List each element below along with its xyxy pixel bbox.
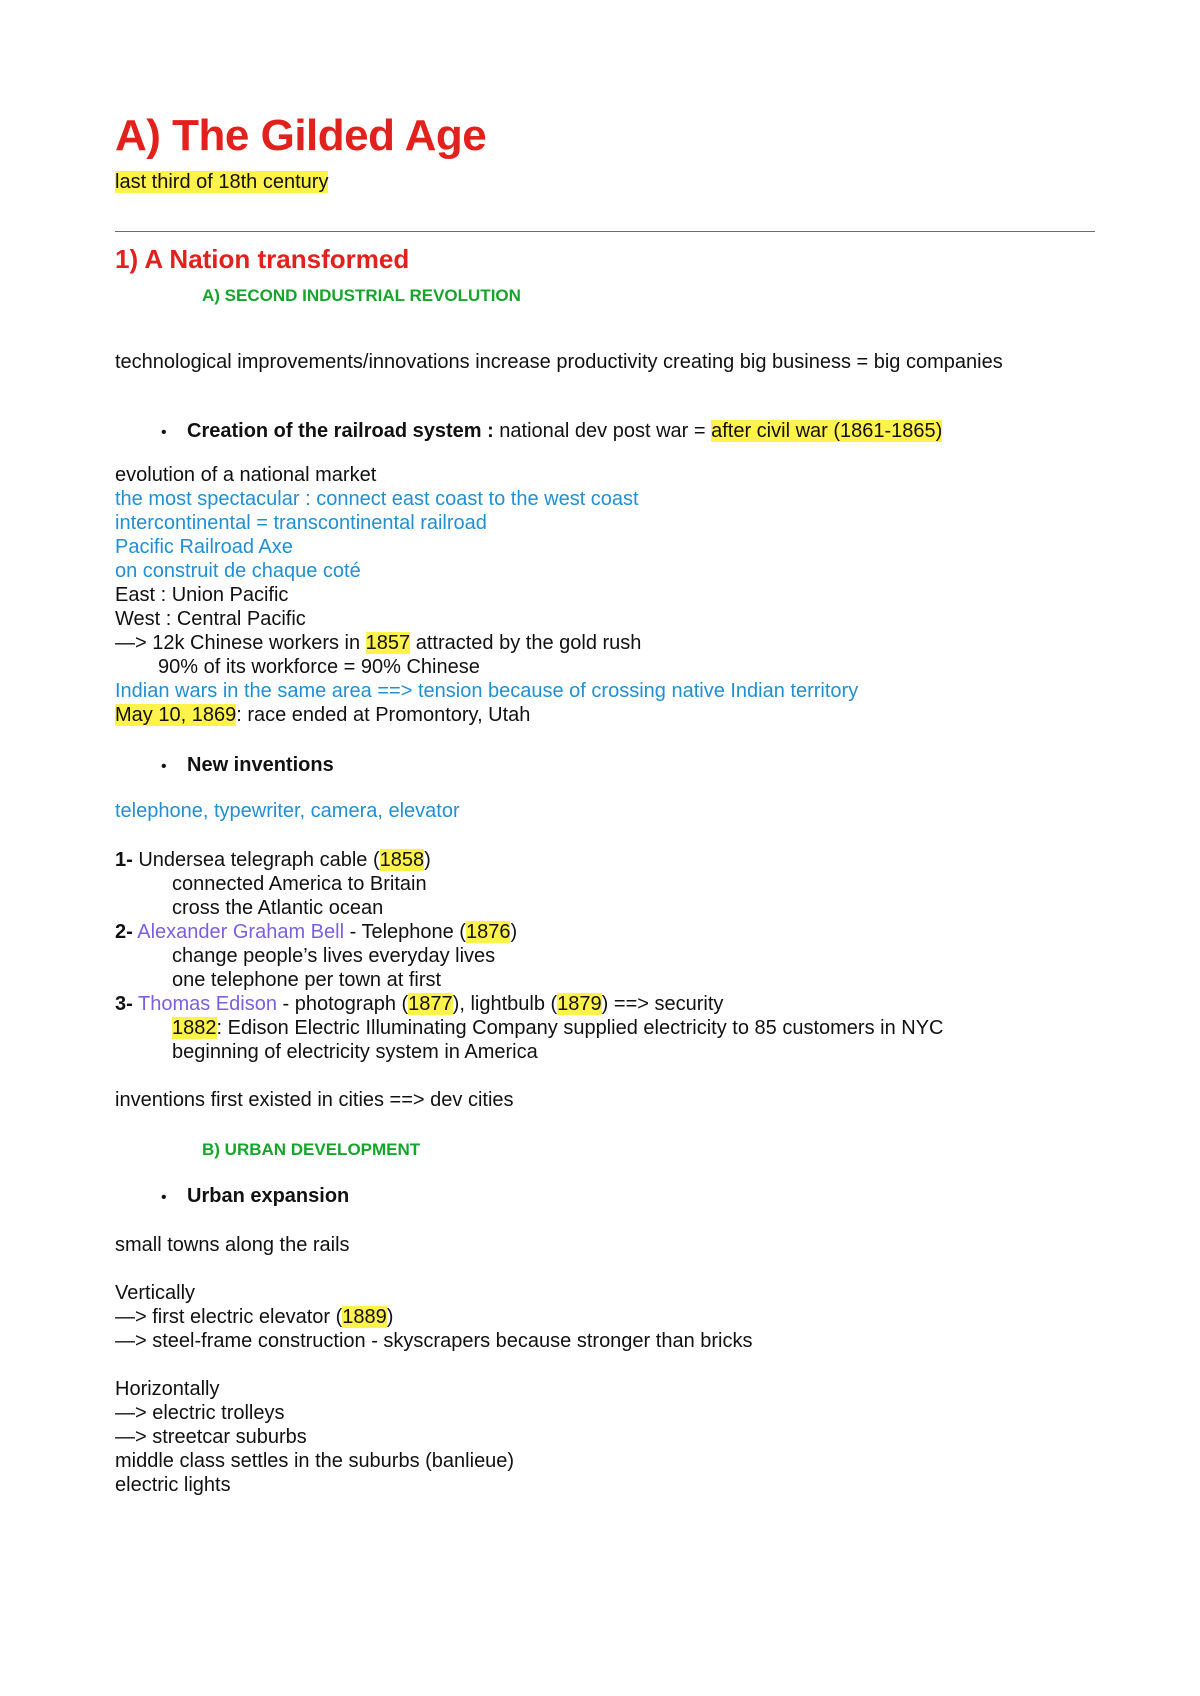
elevator-year-highlight: 1889: [342, 1306, 387, 1328]
bullet-new-inventions: [161, 753, 334, 779]
cities-line: inventions first existed in cities ==> dev cities: [115, 1089, 514, 1111]
chinese-post: attracted by the gold rush: [410, 632, 642, 654]
railroad-dates-highlight: after civil war (1861-1865): [711, 420, 943, 442]
workforce-line: 90% of its workforce = 90% Chinese: [158, 656, 480, 678]
promontory-text: : race ended at Promontory, Utah: [236, 704, 531, 726]
item3-sub-year-highlight: 1882: [172, 1017, 217, 1039]
item3-sub-line-1: [172, 1016, 943, 1040]
item1-pre: Undersea telegraph cable (: [132, 849, 380, 871]
spectacular-line: the most spectacular : connect east coast to the west coast: [115, 488, 639, 510]
item-number: 1-: [115, 849, 133, 871]
invention-item-2: [115, 920, 517, 944]
promontory-date-highlight: May 10, 1869: [115, 704, 237, 726]
inventor-name-edison: Thomas Edison: [138, 993, 277, 1015]
bullet-icon: •: [161, 758, 167, 775]
railroad-label: Creation of the railroad system :: [187, 420, 494, 442]
item1-year-highlight: 1858: [379, 849, 425, 871]
east-line: East : Union Pacific: [115, 584, 289, 606]
item2-sub-line-1: change people’s lives everyday lives: [172, 945, 496, 967]
item3-post: ) ==> security: [601, 993, 724, 1015]
elevator-line: [115, 1305, 393, 1329]
item2-post: ): [510, 921, 518, 943]
subsection-heading-industrial-revolution: A) SECOND INDUSTRIAL REVOLUTION: [202, 286, 521, 305]
item2-year-highlight: 1876: [465, 921, 511, 943]
west-line: West : Central Pacific: [115, 608, 306, 630]
invention-item-1: [115, 848, 431, 872]
item2-pre: - Telephone (: [344, 921, 466, 943]
document-subtitle: [115, 170, 328, 194]
bullet-urban-expansion: [161, 1184, 349, 1210]
vertically-line: Vertically: [115, 1282, 196, 1304]
item1-sub-line-2: cross the Atlantic ocean: [172, 897, 384, 919]
item-number: 2-: [115, 921, 133, 943]
item-number: 3-: [115, 993, 133, 1015]
inventor-name-bell: Alexander Graham Bell: [137, 921, 345, 943]
intro-paragraph: technological improvements/innovations increase productivity creating big business = big companies: [115, 351, 1003, 373]
national-market-line: evolution of a national market: [115, 464, 377, 486]
item3-year2-highlight: 1879: [557, 993, 602, 1015]
item3-sub-line-2: beginning of electricity system in America: [172, 1041, 538, 1063]
construit-line: on construit de chaque coté: [115, 560, 361, 582]
bullet-icon: •: [161, 424, 167, 441]
urban-expansion-label: Urban expansion: [187, 1185, 350, 1207]
subtitle-highlight: last third of 18th century: [115, 171, 329, 193]
inventions-list-line: telephone, typewriter, camera, elevator: [115, 800, 460, 822]
chinese-workers-line: [115, 631, 641, 655]
pacific-axe-line: Pacific Railroad Axe: [115, 536, 293, 558]
electric-lights-line: electric lights: [115, 1474, 231, 1496]
section-heading-nation-transformed: 1) A Nation transformed: [115, 244, 410, 274]
bullet-railroad-system: [161, 419, 942, 445]
suburbs-line: —> streetcar suburbs: [115, 1426, 307, 1448]
middle-class-line: middle class settles in the suburbs (banlieue): [115, 1450, 515, 1472]
subsection-heading-urban-development: B) URBAN DEVELOPMENT: [202, 1140, 421, 1159]
chinese-year-highlight: 1857: [365, 632, 411, 654]
chinese-pre: —> 12k Chinese workers in: [115, 632, 366, 654]
inventions-label: New inventions: [187, 754, 334, 776]
item3-sub-text: : Edison Electric Illuminating Company supplied electricity to 85 customers in NYC: [216, 1017, 944, 1039]
indian-wars-line: Indian wars in the same area ==> tension because of crossing native Indian territory: [115, 680, 859, 702]
item2-sub-line-2: one telephone per town at first: [172, 969, 442, 991]
document-title: A) The Gilded Age: [115, 111, 487, 160]
item1-sub-line-1: connected America to Britain: [172, 873, 427, 895]
promontory-line: [115, 703, 530, 727]
small-towns-line: small towns along the rails: [115, 1234, 350, 1256]
elevator-pre: —> first electric elevator (: [115, 1306, 343, 1328]
item3-year1-highlight: 1877: [408, 993, 453, 1015]
intercontinental-line: intercontinental = transcontinental railroad: [115, 512, 487, 534]
item3-mid: ), lightbulb (: [452, 993, 558, 1015]
horizontally-line: Horizontally: [115, 1378, 220, 1400]
railroad-text: national dev post war =: [493, 420, 712, 442]
item1-post: ): [424, 849, 431, 871]
horizontal-divider: [115, 231, 1095, 232]
steel-frame-line: —> steel-frame construction - skyscrapers because stronger than bricks: [115, 1330, 753, 1352]
elevator-post: ): [386, 1306, 394, 1328]
trolleys-line: —> electric trolleys: [115, 1402, 285, 1424]
item3-pre: - photograph (: [276, 993, 409, 1015]
invention-item-3: [115, 992, 723, 1016]
bullet-icon: •: [161, 1189, 167, 1206]
